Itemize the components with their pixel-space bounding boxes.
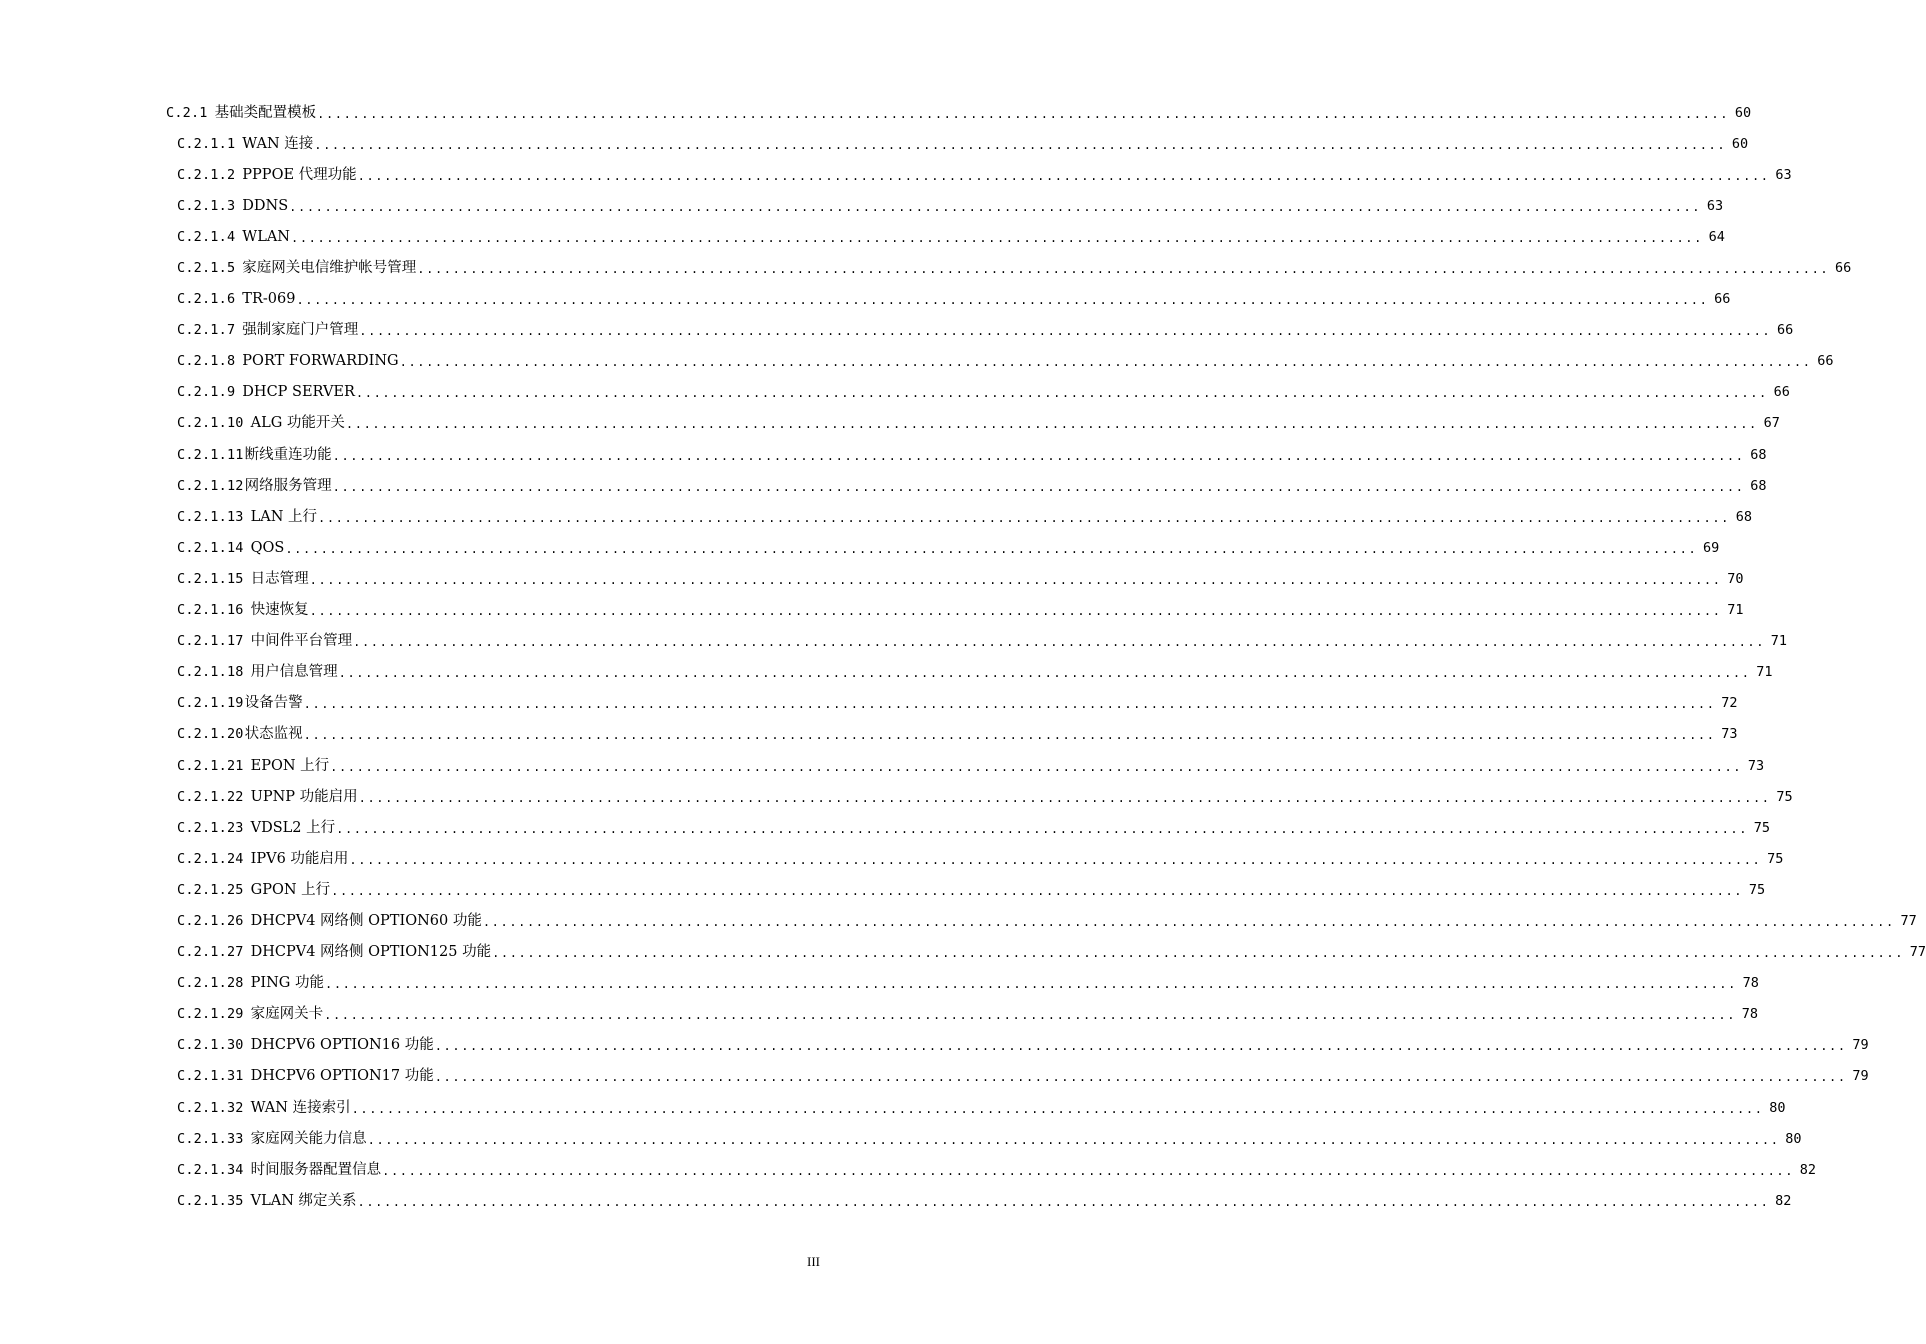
toc-entry-page: 60 xyxy=(1734,104,1752,121)
toc-entry[interactable] xyxy=(177,501,1752,532)
toc-entry-number: C.2.1.24 xyxy=(177,850,244,867)
toc-entry[interactable] xyxy=(177,1061,1869,1092)
toc-entry-number: C.2.1.29 xyxy=(177,1006,244,1023)
toc-entry-page: 78 xyxy=(1742,975,1759,992)
toc-entry[interactable] xyxy=(177,532,1720,563)
footer-page-number: III xyxy=(807,1254,820,1269)
toc-entry-title: QOS xyxy=(250,539,285,556)
toc-entry-page: 66 xyxy=(1776,322,1794,339)
toc-entry-number: C.2.1.3 xyxy=(177,197,236,214)
toc-entry[interactable] xyxy=(177,439,1767,470)
toc-entry-number: C.2.1.1 xyxy=(177,135,236,152)
toc-entry-title: 快速恢复 xyxy=(250,602,309,619)
toc-entry-page: 80 xyxy=(1769,1099,1786,1116)
toc-entry-title: WAN 连接 xyxy=(242,135,314,152)
toc-entry-number: C.2.1.4 xyxy=(177,228,236,245)
toc-entry-page: 75 xyxy=(1767,850,1784,867)
toc-dot-leader: ................................................................................................................................................................ xyxy=(345,417,1758,432)
toc-entry-title: PING 功能 xyxy=(250,975,324,992)
toc-entry[interactable] xyxy=(177,1154,1817,1185)
toc-entry-title: 用户信息管理 xyxy=(250,664,338,681)
toc-entry-title: 强制家庭门户管理 xyxy=(242,322,359,339)
toc-entry-title: 日志管理 xyxy=(250,570,309,587)
toc-dot-leader: ................................................................................................................................................................ xyxy=(357,1194,1770,1209)
toc-dot-leader: ................................................................................................................................................................ xyxy=(338,666,1751,681)
toc-dot-leader: ................................................................................................................................................................ xyxy=(331,883,1744,898)
toc-entry-number: C.2.1.26 xyxy=(177,912,244,929)
toc-entry-page: 82 xyxy=(1799,1161,1817,1178)
toc-entry[interactable] xyxy=(177,1123,1802,1154)
toc-entry-page: 69 xyxy=(1703,539,1720,556)
toc-entry-page: 77 xyxy=(1900,912,1917,929)
toc-entry-page: 68 xyxy=(1750,446,1767,463)
toc-entry-title: DHCPV6 OPTION17 功能 xyxy=(250,1068,434,1085)
toc-dot-leader: ................................................................................................................................................................ xyxy=(303,697,1716,712)
toc-dot-leader: ................................................................................................................................................................ xyxy=(349,852,1762,867)
toc-entry[interactable] xyxy=(177,315,1794,346)
toc-entry[interactable] xyxy=(177,1092,1786,1123)
toc-entry-number: C.2.1.32 xyxy=(177,1099,244,1116)
table-of-contents xyxy=(0,97,1926,1216)
toc-entry-title: DHCPV4 网络侧 OPTION60 功能 xyxy=(250,912,482,929)
toc-entry-page: 71 xyxy=(1727,602,1744,619)
toc-entry-page: 60 xyxy=(1731,135,1749,152)
toc-entry[interactable] xyxy=(177,470,1767,501)
toc-entry-number: C.2.1.13 xyxy=(177,508,244,525)
toc-entry[interactable] xyxy=(177,377,1790,408)
toc-dot-leader: ................................................................................................................................................................ xyxy=(325,977,1737,992)
toc-entry[interactable] xyxy=(177,781,1793,812)
toc-entry-title: PORT FORWARDING xyxy=(242,353,399,370)
toc-entry[interactable] xyxy=(177,874,1766,905)
toc-entry-title: 断线重连功能 xyxy=(244,446,332,463)
toc-entry-number: C.2.1.12 xyxy=(177,477,244,494)
toc-entry-title: DHCPV4 网络侧 OPTION125 功能 xyxy=(250,944,492,961)
toc-dot-leader: ................................................................................................................................................................ xyxy=(357,168,1770,183)
toc-dot-leader: ................................................................................................................................................................ xyxy=(285,541,1698,556)
toc-entry-title: VDSL2 上行 xyxy=(250,819,336,836)
toc-entry-title: GPON 上行 xyxy=(250,881,331,898)
toc-entry-number: C.2.1.7 xyxy=(177,322,236,339)
toc-entry-page: 71 xyxy=(1770,633,1788,650)
toc-entry-title: 设备告警 xyxy=(244,695,303,712)
toc-entry-number: C.2.1.19 xyxy=(177,695,244,712)
toc-entry-number: C.2.1.23 xyxy=(177,819,244,836)
toc-entry-number: C.2.1.20 xyxy=(177,726,244,743)
toc-entry-number: C.2.1.5 xyxy=(177,260,236,277)
toc-entry[interactable] xyxy=(177,128,1749,159)
toc-entry-title: 家庭网关能力信息 xyxy=(250,1130,367,1147)
toc-entry-page: 71 xyxy=(1756,664,1773,681)
toc-entry-title: 时间服务器配置信息 xyxy=(250,1161,382,1178)
toc-entry[interactable] xyxy=(177,843,1784,874)
toc-dot-leader: ................................................................................................................................................................ xyxy=(417,262,1830,277)
toc-dot-leader: ................................................................................................................................................................ xyxy=(367,1132,1780,1147)
toc-entry-page: 73 xyxy=(1747,757,1765,774)
toc-dot-leader: ................................................................................................................................................................ xyxy=(358,790,1771,805)
toc-entry-title: ALG 功能开关 xyxy=(250,415,345,432)
toc-dot-leader: ................................................................................................................................................................ xyxy=(291,230,1703,245)
toc-entry-title: PPPOE 代理功能 xyxy=(242,166,357,183)
toc-entry-title: TR-069 xyxy=(242,291,296,308)
toc-dot-leader: ................................................................................................................................................................ xyxy=(492,946,1905,961)
toc-entry-page: 67 xyxy=(1763,415,1780,432)
toc-entry-number: C.2.1.22 xyxy=(177,788,244,805)
toc-dot-leader: ................................................................................................................................................................ xyxy=(351,1101,1764,1116)
toc-entry[interactable] xyxy=(177,937,1926,968)
toc-entry[interactable] xyxy=(177,905,1917,936)
toc-dot-leader: ................................................................................................................................................................ xyxy=(332,479,1745,494)
toc-entry-number: C.2.1.33 xyxy=(177,1130,244,1147)
toc-dot-leader: ................................................................................................................................................................ xyxy=(355,386,1768,401)
toc-entry-title: WAN 连接索引 xyxy=(250,1099,351,1116)
toc-entry-title: 状态监视 xyxy=(244,726,303,743)
toc-entry-page: 80 xyxy=(1785,1130,1802,1147)
toc-entry-page: 75 xyxy=(1748,881,1766,898)
toc-entry-number: C.2.1.14 xyxy=(177,539,244,556)
toc-entry-title: 家庭网关电信维护帐号管理 xyxy=(242,260,417,277)
toc-dot-leader: ................................................................................................................................................................ xyxy=(324,1008,1737,1023)
toc-entry[interactable] xyxy=(177,346,1834,377)
toc-entry[interactable] xyxy=(177,719,1738,750)
toc-entry[interactable] xyxy=(177,812,1771,843)
toc-entry-number: C.2.1.34 xyxy=(177,1161,244,1178)
toc-dot-leader: ................................................................................................................................................................ xyxy=(382,1163,1795,1178)
toc-entry-number: C.2.1.28 xyxy=(177,975,244,992)
toc-entry-number: C.2.1.6 xyxy=(177,291,236,308)
toc-entry-number: C.2.1.9 xyxy=(177,384,236,401)
toc-entry-page: 66 xyxy=(1773,384,1790,401)
toc-entry[interactable] xyxy=(177,626,1788,657)
toc-entry-page: 75 xyxy=(1776,788,1793,805)
toc-dot-leader: ................................................................................................................................................................ xyxy=(309,572,1722,587)
toc-entry[interactable] xyxy=(177,159,1792,190)
toc-entry-page: 63 xyxy=(1706,197,1724,214)
toc-entry-number: C.2.1.15 xyxy=(177,570,244,587)
toc-dot-leader: ................................................................................................................................................................ xyxy=(359,324,1772,339)
toc-entry[interactable] xyxy=(177,1185,1792,1216)
toc-entry[interactable] xyxy=(177,284,1731,315)
toc-entry[interactable] xyxy=(177,750,1765,781)
toc-entry-page: 70 xyxy=(1727,570,1744,587)
toc-dot-leader: ................................................................................................................................................................ xyxy=(309,604,1722,619)
toc-entry-number: C.2.1.27 xyxy=(177,944,244,961)
toc-entry-number: C.2.1.2 xyxy=(177,166,236,183)
toc-entry[interactable] xyxy=(177,408,1780,439)
toc-dot-leader: ................................................................................................................................................................ xyxy=(399,355,1812,370)
toc-entry[interactable] xyxy=(177,190,1724,221)
toc-entry-number: C.2.1.16 xyxy=(177,602,244,619)
toc-dot-leader: ................................................................................................................................................................ xyxy=(330,759,1743,774)
toc-entry-title: DDNS xyxy=(242,197,289,214)
toc-entry[interactable] xyxy=(177,999,1759,1030)
toc-entry-page: 63 xyxy=(1775,166,1792,183)
toc-dot-leader: ................................................................................................................................................................ xyxy=(318,510,1730,525)
toc-dot-leader: ................................................................................................................................................................ xyxy=(482,914,1895,929)
toc-entry-number: C.2.1.21 xyxy=(177,757,244,774)
toc-dot-leader: ................................................................................................................................................................ xyxy=(332,448,1745,463)
toc-entry-page: 78 xyxy=(1741,1006,1759,1023)
toc-entry-number: C.2.1.18 xyxy=(177,664,244,681)
toc-dot-leader: ................................................................................................................................................................ xyxy=(303,728,1716,743)
toc-entry-page: 79 xyxy=(1852,1068,1869,1085)
toc-entry[interactable] xyxy=(166,97,1752,128)
toc-entry-number: C.2.1.8 xyxy=(177,353,236,370)
toc-entry-number: C.2.1.35 xyxy=(177,1192,244,1209)
toc-entry-title: UPNP 功能启用 xyxy=(250,788,358,805)
toc-entry-title: EPON 上行 xyxy=(250,757,330,774)
toc-entry-title: IPV6 功能启用 xyxy=(250,850,349,867)
toc-entry-page: 79 xyxy=(1852,1037,1869,1054)
toc-entry-title: WLAN xyxy=(242,228,290,245)
toc-entry-title: 网络服务管理 xyxy=(244,477,332,494)
toc-entry[interactable] xyxy=(177,595,1744,626)
toc-entry-page: 64 xyxy=(1708,228,1725,245)
toc-entry-page: 68 xyxy=(1750,477,1767,494)
toc-entry-number: C.2.1.25 xyxy=(177,881,244,898)
toc-entry[interactable] xyxy=(177,1030,1869,1061)
toc-entry-number: C.2.1.11 xyxy=(177,446,244,463)
toc-entry-page: 75 xyxy=(1753,819,1771,836)
toc-entry-title: 中间件平台管理 xyxy=(250,633,353,650)
toc-entry-title: LAN 上行 xyxy=(250,508,318,525)
toc-entry-number: C.2.1 xyxy=(166,104,208,121)
toc-dot-leader: ................................................................................................................................................................ xyxy=(317,106,1730,121)
toc-dot-leader: ................................................................................................................................................................ xyxy=(296,293,1709,308)
toc-entry-title: 基础类配置模板 xyxy=(214,104,317,121)
toc-entry-page: 68 xyxy=(1735,508,1752,525)
toc-entry-number: C.2.1.10 xyxy=(177,415,244,432)
toc-entry[interactable] xyxy=(177,688,1738,719)
toc-dot-leader: ................................................................................................................................................................ xyxy=(289,199,1702,214)
toc-entry-page: 73 xyxy=(1721,726,1738,743)
toc-entry-title: 家庭网关卡 xyxy=(250,1006,324,1023)
toc-entry-page: 66 xyxy=(1834,260,1852,277)
toc-entry-page: 66 xyxy=(1817,353,1834,370)
toc-entry[interactable] xyxy=(177,563,1744,594)
toc-dot-leader: ................................................................................................................................................................ xyxy=(336,821,1749,836)
toc-entry-page: 77 xyxy=(1909,944,1926,961)
toc-entry-number: C.2.1.31 xyxy=(177,1068,244,1085)
toc-entry[interactable] xyxy=(177,657,1773,688)
toc-entry-title: DHCP SERVER xyxy=(242,384,355,401)
toc-entry[interactable] xyxy=(177,968,1759,999)
toc-entry-page: 66 xyxy=(1714,291,1731,308)
toc-entry-page: 82 xyxy=(1775,1192,1792,1209)
toc-dot-leader: ................................................................................................................................................................ xyxy=(434,1070,1847,1085)
toc-entry-title: DHCPV6 OPTION16 功能 xyxy=(250,1037,434,1054)
toc-entry-number: C.2.1.30 xyxy=(177,1037,244,1054)
toc-dot-leader: ................................................................................................................................................................ xyxy=(353,635,1766,650)
toc-dot-leader: ................................................................................................................................................................ xyxy=(434,1039,1847,1054)
toc-entry[interactable] xyxy=(177,221,1725,252)
toc-dot-leader: ................................................................................................................................................................ xyxy=(314,137,1727,152)
toc-entry-title: VLAN 绑定关系 xyxy=(250,1192,357,1209)
toc-entry-number: C.2.1.17 xyxy=(177,633,244,650)
toc-entry-page: 72 xyxy=(1721,695,1738,712)
toc-entry[interactable] xyxy=(177,252,1852,283)
